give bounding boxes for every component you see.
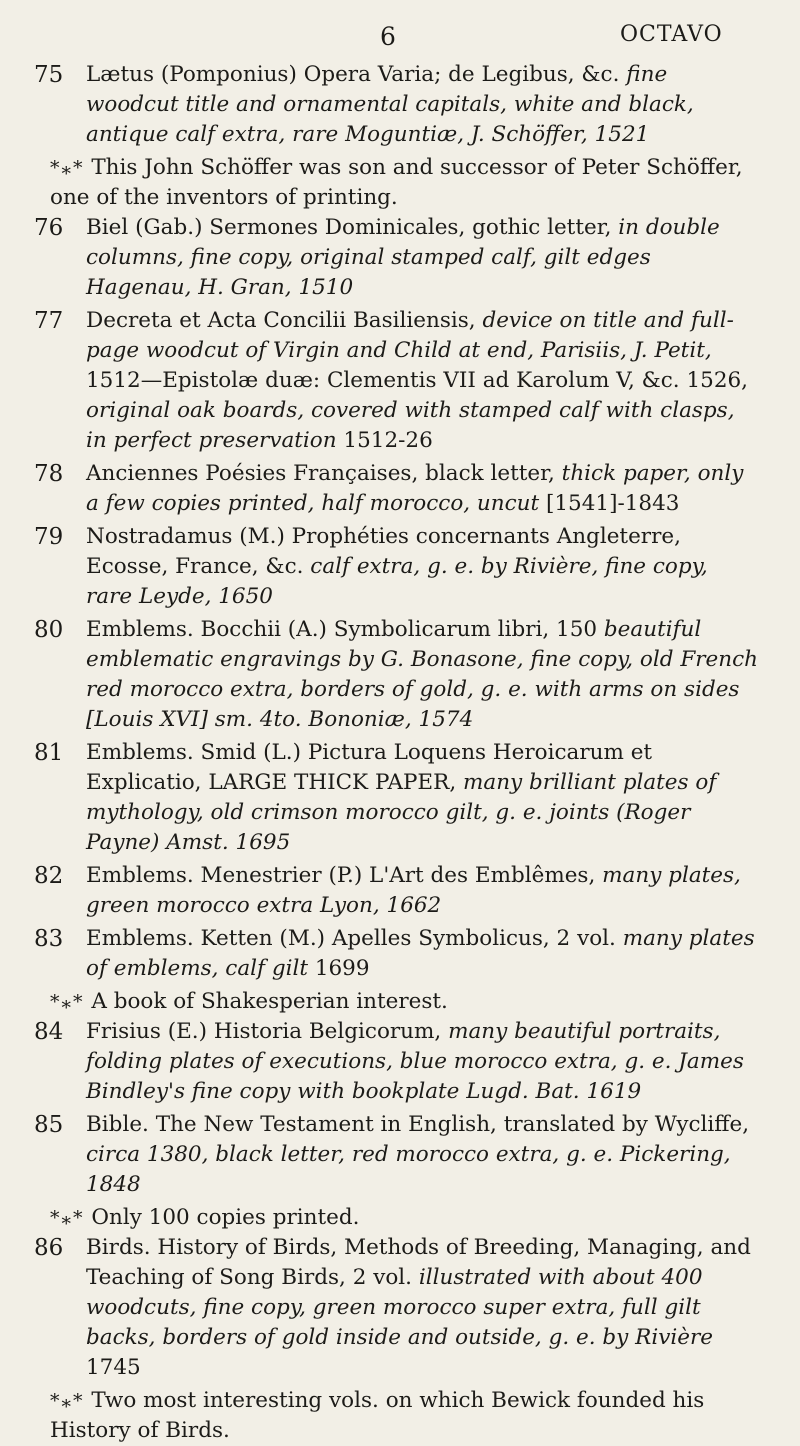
entry-imprint: Amst. 1695 [159, 830, 291, 855]
entry-note [0, 987, 800, 1017]
entry-description: thick paper, only a few copies printed, half morocco, uncut [86, 461, 744, 516]
entry-title: Frisius (E.) Historia Belgicorum, [86, 1019, 442, 1044]
entry-description: circa 1380, black letter, red morocco extra, g. e. [86, 1142, 614, 1167]
section-title: OCTAVO [620, 22, 723, 47]
entry-title: Anciennes Poésies Françaises, black letter, [86, 461, 555, 486]
entry-number: 75 [34, 62, 64, 88]
entry-imprint: sm. 4to. Bononiæ, 1574 [207, 707, 474, 732]
catalogue-entry [0, 1017, 800, 1107]
entry-number: 78 [34, 461, 64, 487]
catalogue-entry [0, 615, 800, 735]
page-number: 6 [380, 22, 396, 51]
page-header [0, 22, 800, 52]
note-mark: *⁎* [50, 1390, 85, 1412]
entry-number: 80 [34, 617, 64, 643]
entry-title: Birds. History of Birds, Methods of Breeding, Managing, and Teaching of Song Birds, 2 vol. [86, 1235, 751, 1290]
entry-imprint: 1745 [86, 1355, 141, 1380]
entry-title: Emblems. Bocchii (A.) Symbolicarum libri, 150 [86, 617, 598, 642]
entry-number: 86 [34, 1235, 64, 1261]
catalogue-entry [0, 861, 800, 921]
entry-number: 84 [34, 1019, 64, 1045]
catalogue-entries [0, 60, 800, 1446]
entry-description: many beautiful portraits, folding plates of executions, blue morocco extra, g. e. James Bindley's fine copy with bookplate [86, 1019, 744, 1104]
catalogue-entry [0, 738, 800, 858]
note-text: A book of Shakesperian interest. [91, 989, 448, 1014]
entry-imprint: 1699 [307, 956, 370, 981]
catalogue-entry [0, 213, 800, 303]
entry-title: Biel (Gab.) Sermones Dominicales, gothic letter, [86, 215, 612, 240]
entry-title-continued: 1512—Epistolæ duæ: Clementis VII ad Karolum V, &c. 1526, [86, 368, 749, 393]
entry-description: beautiful emblematic engravings by G. Bonasone, fine copy, old French red morocco extra, borders of gold, g. e. with arms on sides [Louis XVI] [86, 617, 758, 732]
entry-description: calf extra, g. e. by Rivière, fine copy, rare [86, 554, 708, 609]
note-mark: *⁎* [50, 157, 85, 179]
entry-number: 79 [34, 524, 64, 550]
entry-note [0, 153, 800, 213]
catalogue-entry [0, 924, 800, 984]
entry-description: in double columns, fine copy, original stamped calf, gilt edges [86, 215, 720, 270]
entry-title: Bible. The New Testament in English, translated by Wycliffe, [86, 1112, 750, 1137]
entry-number: 76 [34, 215, 64, 241]
entry-title: Decreta et Acta Concilii Basiliensis, [86, 308, 476, 333]
entry-description: many plates of emblems, calf gilt [86, 926, 755, 981]
entry-imprint: Leyde, 1650 [132, 584, 273, 609]
entry-title: Nostradamus (M.) Prophéties concernants Angleterre, Ecosse, France, &c. [86, 524, 681, 579]
entry-note [0, 1203, 800, 1233]
catalogue-entry [0, 522, 800, 612]
entry-description: many plates, green morocco extra [86, 863, 741, 918]
entry-title: Lætus (Pomponius) Opera Varia; de Legibus, &c. [86, 62, 620, 87]
entry-number: 82 [34, 863, 64, 889]
catalogue-entry [0, 60, 800, 150]
entry-description: illustrated with about 400 woodcuts, fine copy, green morocco super extra, full gilt backs, borders of gold inside and outside, g. e. by Rivière [86, 1265, 713, 1350]
entry-description: fine woodcut title and ornamental capitals, white and black, antique calf extra, rare [86, 62, 694, 147]
entry-description: device on title and full-page woodcut of Virgin and Child at end, Parisiis, J. Petit, [86, 308, 734, 363]
entry-number: 77 [34, 308, 64, 334]
entry-imprint: [1541]-1843 [539, 491, 680, 516]
entry-title: Emblems. Ketten (M.) Apelles Symbolicus, 2 vol. [86, 926, 616, 951]
note-mark: *⁎* [50, 1207, 85, 1229]
entry-description: many brilliant plates of mythology, old crimson morocco gilt, g. e. joints (Roger Payne) [86, 770, 717, 855]
note-text: Only 100 copies printed. [91, 1205, 360, 1230]
entry-imprint: Lugd. Bat. 1619 [459, 1079, 642, 1104]
entry-note [0, 1386, 800, 1446]
entry-description-continued: original oak boards, covered with stamped calf with clasps, in perfect preservation [86, 398, 735, 453]
entry-imprint: Moguntiæ, J. Schöffer, 1521 [338, 122, 650, 147]
catalogue-entry [0, 459, 800, 519]
catalogue-entry [0, 1110, 800, 1200]
note-mark: *⁎* [50, 991, 85, 1013]
catalogue-entry [0, 1233, 800, 1383]
entry-imprint: Lyon, 1662 [313, 893, 442, 918]
entry-number: 81 [34, 740, 64, 766]
note-text: Two most interesting vols. on which Bewick founded his History of Birds. [50, 1388, 705, 1443]
entry-title: Emblems. Smid (L.) Pictura Loquens Heroicarum et Explicatio, LARGE THICK PAPER, [86, 740, 653, 795]
entry-number: 85 [34, 1112, 64, 1138]
catalogue-entry [0, 306, 800, 456]
entry-title: Emblems. Menestrier (P.) L'Art des Emblêmes, [86, 863, 596, 888]
note-text: This John Schöffer was son and successor of Peter Schöffer, one of the inventors of printing. [50, 155, 743, 210]
entry-number: 83 [34, 926, 64, 952]
entry-imprint: Pickering, 1848 [86, 1142, 731, 1197]
entry-imprint: Hagenau, H. Gran, 1510 [86, 275, 354, 300]
entry-imprint: 1512-26 [336, 428, 433, 453]
